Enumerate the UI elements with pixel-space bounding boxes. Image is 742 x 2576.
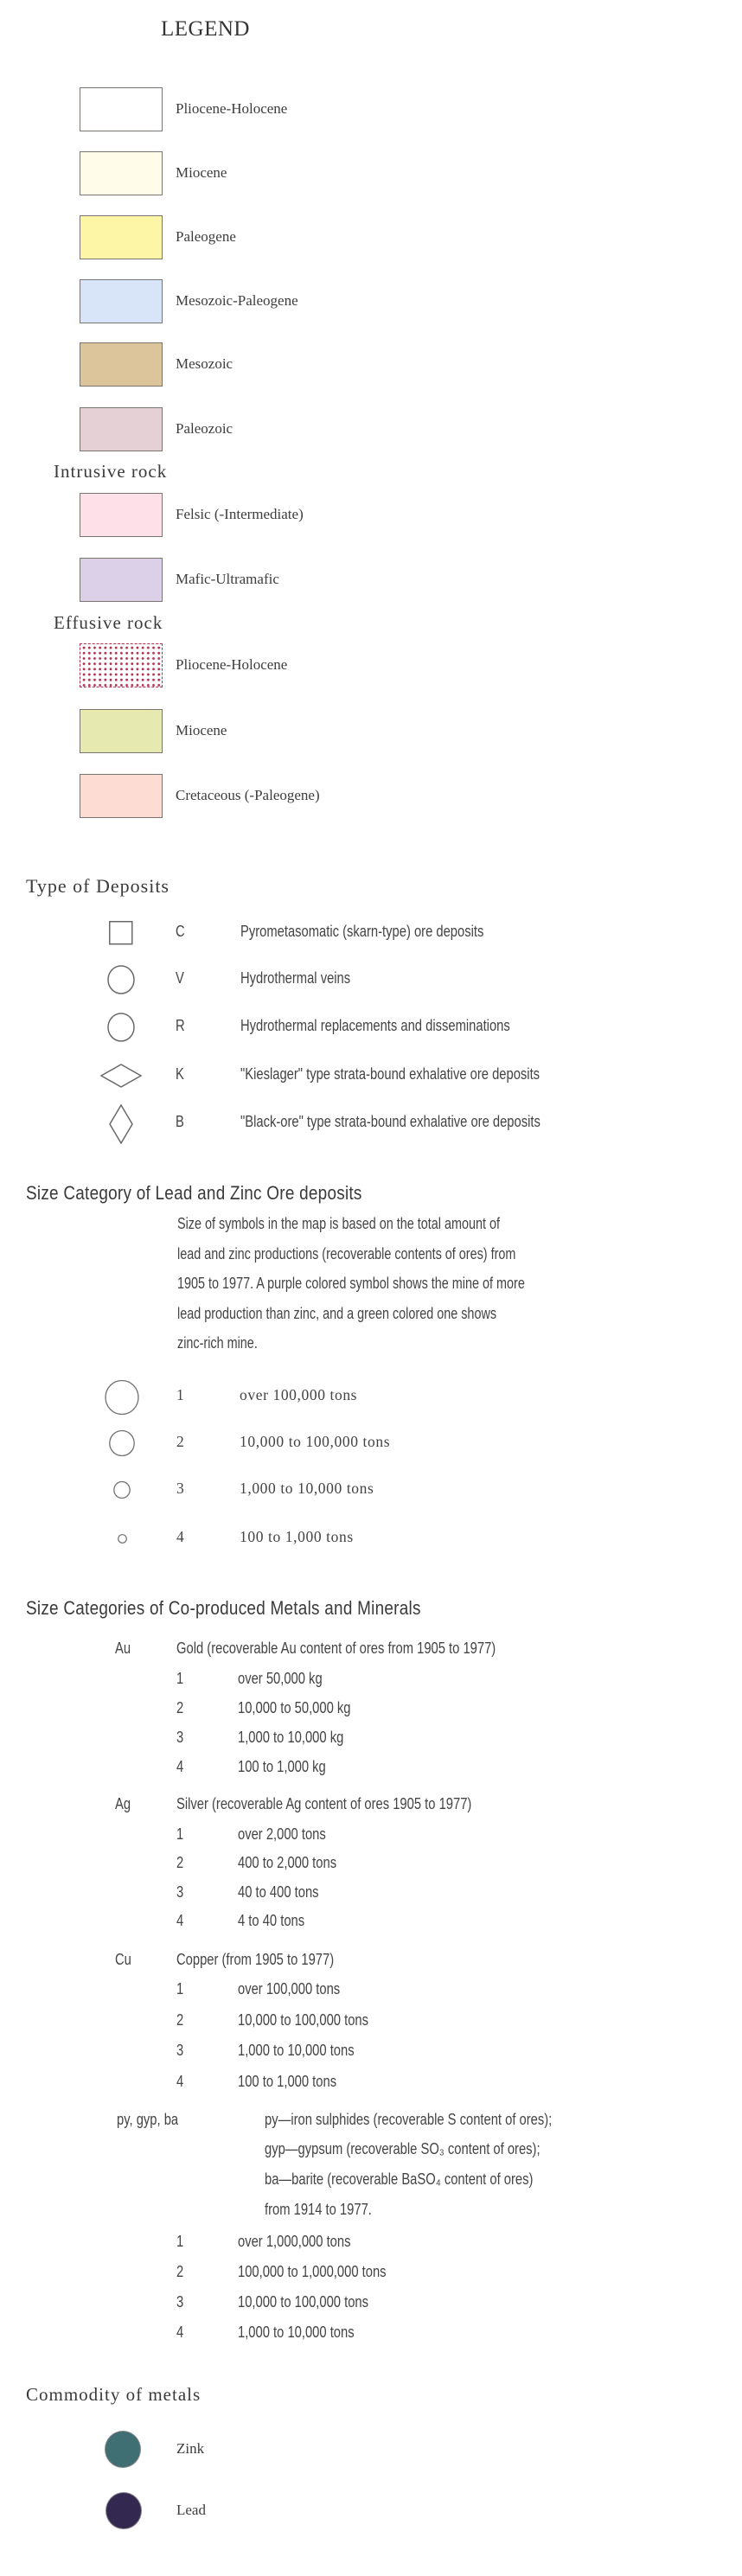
wide-diamond-icon [100, 1064, 142, 1088]
deposit-description: Pyrometasomatic (skarn-type) ore deposits [240, 923, 484, 940]
legend-label: Mesozoic-Paleogene [176, 292, 298, 309]
size-range: 400 to 2,000 tons [238, 1854, 337, 1871]
metal-symbol: Ag [115, 1795, 131, 1812]
size-number: 2 [176, 1433, 185, 1450]
size-range: 1,000 to 10,000 tons [238, 2042, 355, 2059]
size-range: over 100,000 tons [240, 1386, 358, 1403]
color-swatch-pliocene-holocene [80, 87, 163, 131]
size-number: 3 [176, 1883, 184, 1901]
color-swatch-paleogene [80, 215, 163, 259]
size-range: 10,000 to 50,000 kg [238, 1699, 351, 1716]
size-number: 1 [176, 2233, 184, 2250]
description-line: 1905 to 1977. A purple colored symbol shows the mine of more [177, 1275, 525, 1292]
deposit-code: R [176, 1017, 185, 1034]
metal-description: ba—barite (recoverable BaSO₄ content of ores) [265, 2170, 534, 2188]
deposit-code: B [176, 1113, 184, 1130]
metal-description: Silver (recoverable Ag content of ores 1905 to 1977) [176, 1795, 472, 1812]
circle-size-1-icon [105, 1380, 139, 1415]
size-number: 3 [176, 1480, 185, 1497]
commodity-label: Lead [176, 2502, 206, 2518]
size-range: 100,000 to 1,000,000 tons [238, 2263, 387, 2280]
metal-symbol: py, gyp, ba [117, 2111, 179, 2128]
coproduced-heading: Size Categories of Co-produced Metals and Minerals [26, 1597, 421, 1619]
circle-size-4-icon [118, 1534, 127, 1544]
type-of-deposits-heading: Type of Deposits [26, 875, 170, 897]
lead-zinc-size-description [177, 1209, 525, 1358]
deposit-code: K [176, 1065, 184, 1083]
description-line: zinc-rich mine. [177, 1334, 258, 1352]
legend-label: Miocene [176, 722, 227, 738]
size-range: over 50,000 kg [238, 1670, 323, 1687]
size-range: 100 to 1,000 tons [238, 2073, 337, 2090]
legend-label: Miocene [176, 164, 227, 181]
legend-label: Paleozoic [176, 420, 233, 437]
deposit-description: "Kieslager" type strata-bound exhalative ore deposits [240, 1065, 541, 1083]
commodity-heading: Commodity of metals [26, 2384, 201, 2405]
metal-description: gyp—gypsum (recoverable SO₃ content of ores); [265, 2140, 541, 2157]
deposit-code: V [176, 969, 184, 987]
metal-symbol: Au [115, 1640, 131, 1657]
circle-icon [107, 966, 135, 994]
color-swatch-effusive-miocene [80, 709, 163, 753]
legend-label: Felsic (-Intermediate) [176, 506, 304, 522]
size-number: 3 [176, 1729, 184, 1746]
size-number: 4 [176, 2324, 184, 2341]
size-range: over 100,000 tons [238, 1980, 341, 1998]
color-swatch-mesozoic-paleogene [80, 279, 163, 323]
color-swatch-paleozoic [80, 407, 163, 451]
legend-label: Cretaceous (-Paleogene) [176, 787, 320, 803]
size-number: 2 [176, 2011, 184, 2029]
legend-title: LEGEND [161, 17, 250, 41]
square-icon [109, 921, 133, 945]
size-number: 2 [176, 1699, 184, 1716]
size-number: 1 [176, 1386, 185, 1403]
size-number: 4 [176, 1528, 185, 1545]
color-swatch-felsic [80, 493, 163, 537]
lead-zinc-size-heading: Size Category of Lead and Zinc Ore deposits [26, 1182, 362, 1204]
size-range: 1,000 to 10,000 tons [240, 1480, 374, 1497]
size-range: 10,000 to 100,000 tons [240, 1433, 391, 1450]
size-number: 2 [176, 1854, 184, 1871]
metal-description: Gold (recoverable Au content of ores from 1905 to 1977) [176, 1640, 496, 1657]
lead-dot-icon [106, 2493, 141, 2528]
intrusive-rock-heading: Intrusive rock [54, 461, 168, 482]
color-swatch-mafic-ultramafic [80, 558, 163, 602]
size-range: over 1,000,000 tons [238, 2233, 351, 2250]
legend-label: Mafic-Ultramafic [176, 571, 279, 587]
size-range: 100 to 1,000 tons [240, 1528, 354, 1545]
circle-size-3-icon [113, 1481, 131, 1499]
color-swatch-mesozoic [80, 342, 163, 387]
color-swatch-cretaceous [80, 774, 163, 818]
deposit-description: Hydrothermal veins [240, 969, 351, 987]
legend-label: Pliocene-Holocene [176, 100, 288, 117]
description-line: Size of symbols in the map is based on the total amount of [177, 1215, 501, 1232]
deposit-description: Hydrothermal replacements and disseminations [240, 1017, 510, 1034]
size-range: 40 to 400 tons [238, 1883, 319, 1901]
size-range: 1,000 to 10,000 tons [238, 2324, 355, 2341]
effusive-rock-heading: Effusive rock [54, 612, 163, 633]
size-number: 1 [176, 1980, 184, 1998]
size-number: 4 [176, 2073, 184, 2090]
size-number: 4 [176, 1758, 184, 1775]
size-range: 100 to 1,000 kg [238, 1758, 326, 1775]
size-number: 3 [176, 2042, 184, 2059]
size-range: 10,000 to 100,000 tons [238, 2011, 369, 2029]
description-line: lead production than zinc, and a green colored one shows [177, 1304, 497, 1322]
size-number: 2 [176, 2263, 184, 2280]
size-range: over 2,000 tons [238, 1825, 326, 1843]
size-number: 4 [176, 1912, 184, 1929]
zinc-dot-icon [106, 2432, 140, 2467]
size-number: 1 [176, 1670, 184, 1687]
commodity-label: Zink [176, 2440, 205, 2457]
size-range: 10,000 to 100,000 tons [238, 2293, 369, 2311]
description-line: lead and zinc productions (recoverable contents of ores) from [177, 1244, 516, 1262]
circle-icon [107, 1013, 135, 1041]
legend-label: Mesozoic [176, 355, 233, 372]
size-range: 4 to 40 tons [238, 1912, 305, 1929]
circle-size-2-icon [109, 1430, 135, 1456]
deposit-description: "Black-ore" type strata-bound exhalative ore deposits [240, 1113, 541, 1130]
size-range: 1,000 to 10,000 kg [238, 1729, 344, 1746]
size-number: 3 [176, 2293, 184, 2311]
size-number: 1 [176, 1825, 184, 1843]
metal-symbol: Cu [115, 1951, 131, 1968]
metal-description: Copper (from 1905 to 1977) [176, 1951, 335, 1968]
metal-description: py—iron sulphides (recoverable S content of ores); [265, 2111, 553, 2128]
color-swatch-miocene [80, 151, 163, 195]
legend-label: Pliocene-Holocene [176, 656, 288, 673]
legend-label: Paleogene [176, 228, 236, 245]
deposit-code: C [176, 923, 185, 940]
metal-description: from 1914 to 1977. [265, 2201, 372, 2218]
tall-diamond-icon [109, 1104, 133, 1144]
pattern-swatch-pliocene-holocene-dotted [80, 643, 163, 687]
